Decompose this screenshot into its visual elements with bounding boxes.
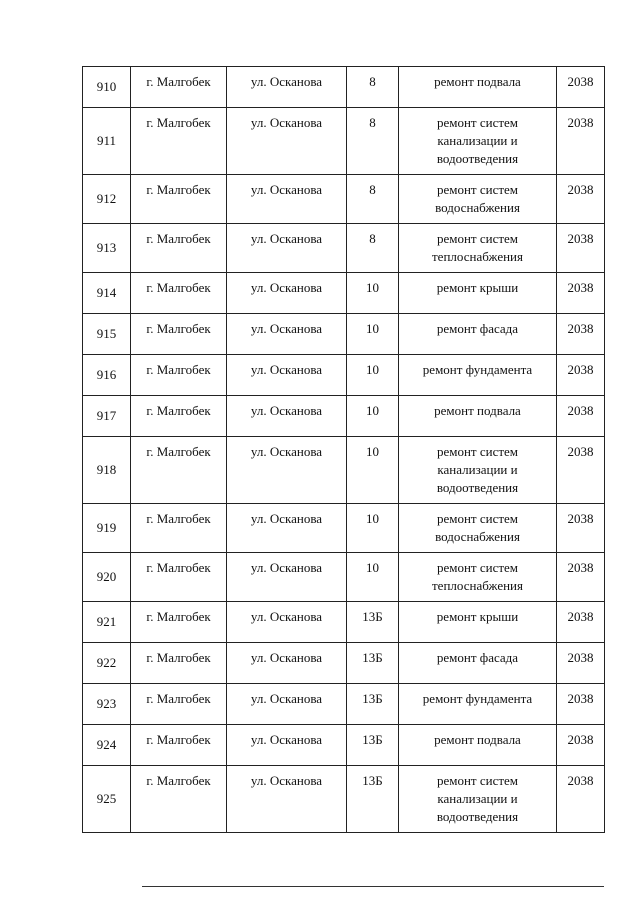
house-cell: 13Б [347,766,399,833]
row-number: 921 [83,602,131,643]
work-type-cell: ремонт фасада [399,643,557,684]
row-number: 915 [83,314,131,355]
work-type-cell: ремонт систем канализации и водоотведения [399,766,557,833]
table-row [83,273,605,314]
row-number: 916 [83,355,131,396]
year-cell: 2038 [557,766,605,833]
street-cell: ул. Осканова [227,553,347,602]
table-row [83,766,605,833]
house-cell: 13Б [347,643,399,684]
work-type-cell: ремонт подвала [399,396,557,437]
work-type-cell: ремонт систем водоснабжения [399,175,557,224]
street-cell: ул. Осканова [227,273,347,314]
row-number: 914 [83,273,131,314]
city-cell: г. Малгобек [131,643,227,684]
city-cell: г. Малгобек [131,314,227,355]
city-cell: г. Малгобек [131,273,227,314]
house-cell: 10 [347,396,399,437]
row-number: 910 [83,67,131,108]
year-cell: 2038 [557,355,605,396]
row-number: 923 [83,684,131,725]
work-type-cell: ремонт фундамента [399,355,557,396]
year-cell: 2038 [557,273,605,314]
year-cell: 2038 [557,108,605,175]
year-cell: 2038 [557,314,605,355]
work-type-cell: ремонт систем теплоснабжения [399,553,557,602]
work-type-cell: ремонт крыши [399,273,557,314]
street-cell: ул. Осканова [227,314,347,355]
house-cell: 10 [347,504,399,553]
year-cell: 2038 [557,67,605,108]
street-cell: ул. Осканова [227,396,347,437]
house-cell: 8 [347,224,399,273]
city-cell: г. Малгобек [131,504,227,553]
house-cell: 13Б [347,684,399,725]
house-cell: 8 [347,175,399,224]
work-type-cell: ремонт систем теплоснабжения [399,224,557,273]
work-type-cell: ремонт систем водоснабжения [399,504,557,553]
work-type-cell: ремонт подвала [399,725,557,766]
row-number: 925 [83,766,131,833]
street-cell: ул. Осканова [227,504,347,553]
table-row [83,725,605,766]
city-cell: г. Малгобек [131,766,227,833]
city-cell: г. Малгобек [131,175,227,224]
year-cell: 2038 [557,224,605,273]
table-row [83,504,605,553]
row-number: 917 [83,396,131,437]
year-cell: 2038 [557,643,605,684]
house-cell: 10 [347,437,399,504]
house-cell: 8 [347,67,399,108]
year-cell: 2038 [557,504,605,553]
year-cell: 2038 [557,602,605,643]
table-row [83,437,605,504]
row-number: 919 [83,504,131,553]
work-type-cell: ремонт подвала [399,67,557,108]
work-type-cell: ремонт фундамента [399,684,557,725]
table-row [83,108,605,175]
street-cell: ул. Осканова [227,684,347,725]
row-number: 912 [83,175,131,224]
row-number: 924 [83,725,131,766]
year-cell: 2038 [557,553,605,602]
work-type-cell: ремонт систем канализации и водоотведения [399,108,557,175]
city-cell: г. Малгобек [131,108,227,175]
city-cell: г. Малгобек [131,725,227,766]
work-type-cell: ремонт систем канализации и водоотведения [399,437,557,504]
house-cell: 13Б [347,602,399,643]
house-cell: 8 [347,108,399,175]
work-type-cell: ремонт крыши [399,602,557,643]
table-body [83,67,605,833]
table-row [83,67,605,108]
year-cell: 2038 [557,437,605,504]
table-row [83,175,605,224]
city-cell: г. Малгобек [131,67,227,108]
table-row [83,355,605,396]
street-cell: ул. Осканова [227,437,347,504]
table-row [83,643,605,684]
table-row [83,396,605,437]
work-type-cell: ремонт фасада [399,314,557,355]
street-cell: ул. Осканова [227,224,347,273]
street-cell: ул. Осканова [227,67,347,108]
table-row [83,314,605,355]
row-number: 913 [83,224,131,273]
street-cell: ул. Осканова [227,643,347,684]
city-cell: г. Малгобек [131,355,227,396]
year-cell: 2038 [557,175,605,224]
street-cell: ул. Осканова [227,766,347,833]
city-cell: г. Малгобек [131,224,227,273]
table-row [83,684,605,725]
repair-schedule-table [82,66,605,833]
row-number: 920 [83,553,131,602]
street-cell: ул. Осканова [227,175,347,224]
year-cell: 2038 [557,725,605,766]
street-cell: ул. Осканова [227,108,347,175]
city-cell: г. Малгобек [131,602,227,643]
house-cell: 10 [347,314,399,355]
street-cell: ул. Осканова [227,355,347,396]
table-row [83,602,605,643]
bottom-rule-divider [142,886,604,887]
house-cell: 10 [347,553,399,602]
table-row [83,553,605,602]
house-cell: 13Б [347,725,399,766]
table-row [83,224,605,273]
row-number: 911 [83,108,131,175]
city-cell: г. Малгобек [131,553,227,602]
street-cell: ул. Осканова [227,602,347,643]
year-cell: 2038 [557,684,605,725]
house-cell: 10 [347,273,399,314]
row-number: 918 [83,437,131,504]
city-cell: г. Малгобек [131,437,227,504]
house-cell: 10 [347,355,399,396]
street-cell: ул. Осканова [227,725,347,766]
city-cell: г. Малгобек [131,396,227,437]
row-number: 922 [83,643,131,684]
year-cell: 2038 [557,396,605,437]
city-cell: г. Малгобек [131,684,227,725]
